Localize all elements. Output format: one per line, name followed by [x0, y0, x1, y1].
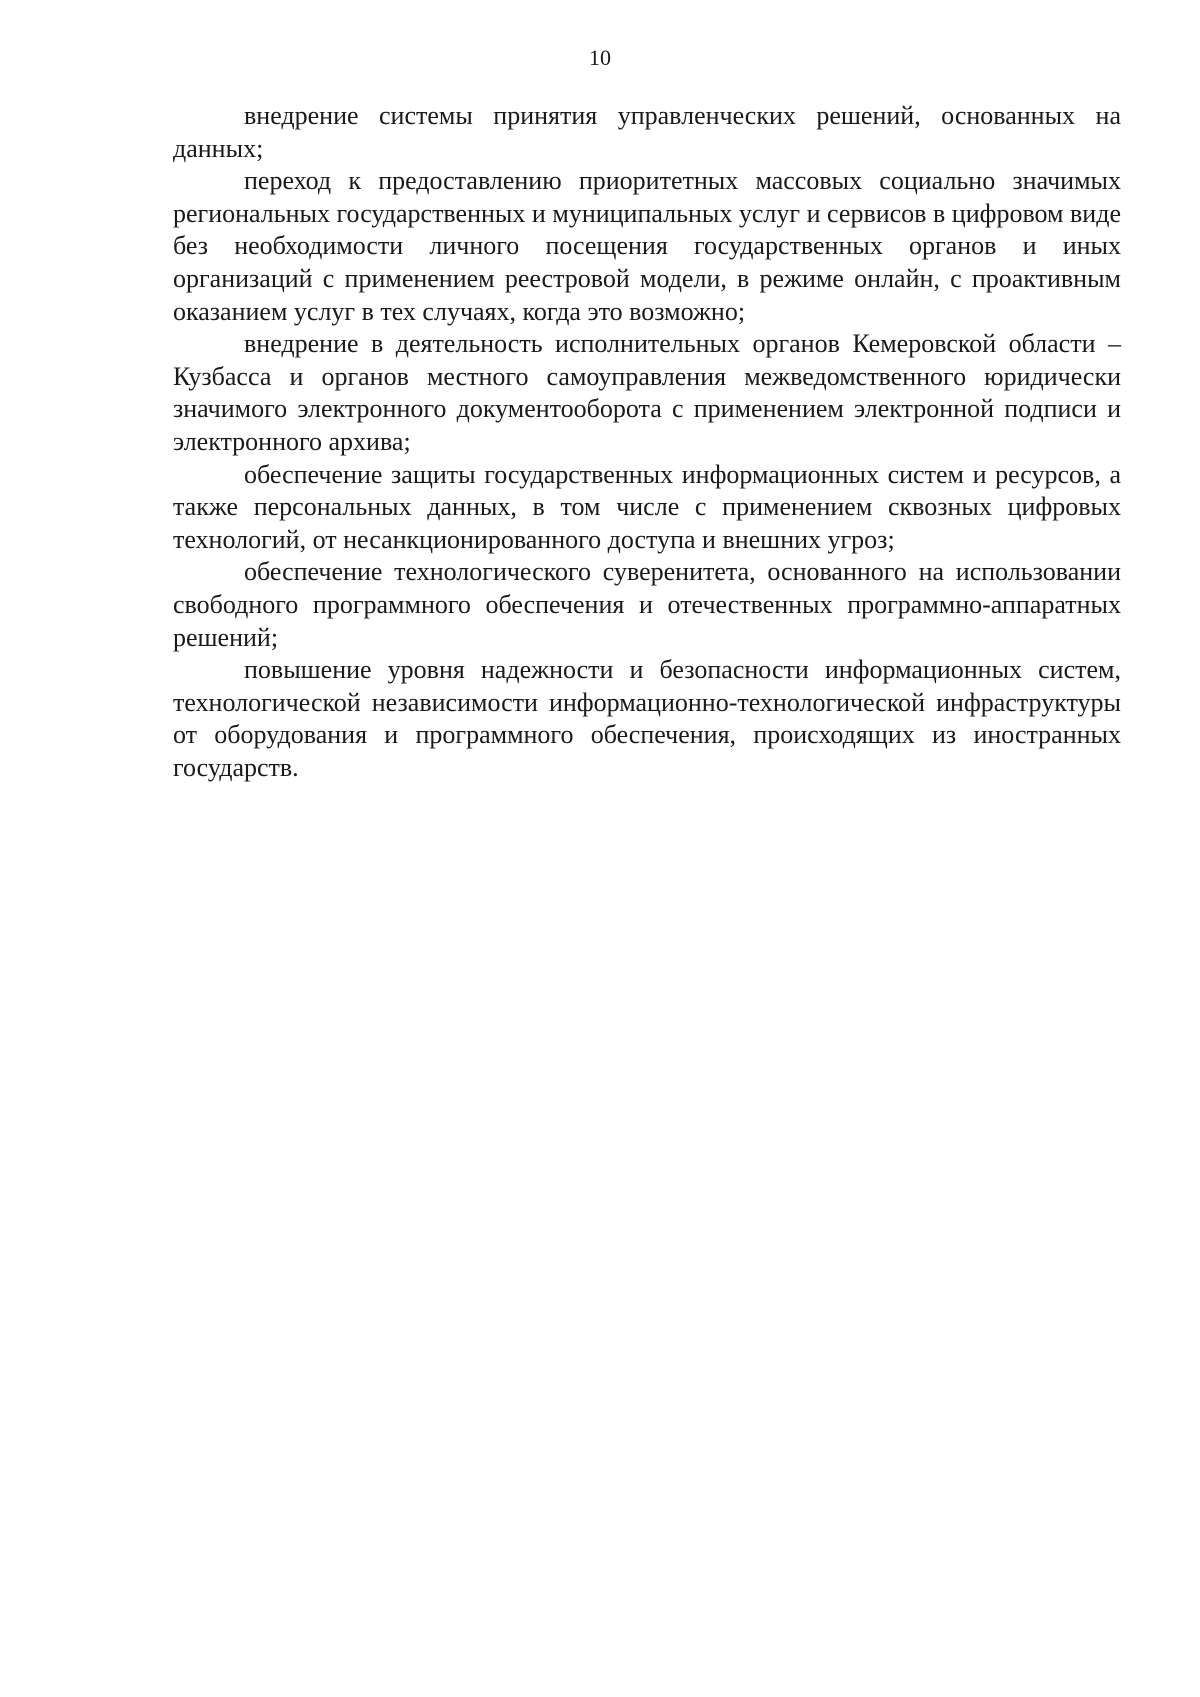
page-number: 10: [589, 45, 611, 70]
paragraph-data-driven-decisions: внедрение системы принятия управленческих решений, основанных на данных;: [173, 101, 1121, 163]
paragraph-electronic-document-flow: внедрение в деятельность исполнительных органов Кемеровской области – Кузбасса и органов местного самоуправления межведомственного юридически значимого электронного документооборота с применением электронной подписи и электронного архива;: [173, 329, 1121, 456]
paragraph-digital-services: переход к предоставлению приоритетных массовых социально значимых региональных государственных и муниципальных услуг и сервисов в цифровом виде без необходимости личного посещения государственных органов и иных организаций с применением реестровой модели, в режиме онлайн, с проактивным оказанием услуг в тех случаях, когда это возможно;: [173, 166, 1121, 326]
paragraph-technological-sovereignty: обеспечение технологического суверенитета, основанного на использовании свободного программного обеспечения и отечественных программно-аппаратных решений;: [173, 557, 1121, 652]
document-body: [173, 100, 1121, 784]
paragraph-information-security: обеспечение защиты государственных информационных систем и ресурсов, а также персональных данных, в том числе с применением сквозных цифровых технологий, от несанкционированного доступа и внешних угроз;: [173, 459, 1121, 554]
paragraph-infrastructure-reliability: повышение уровня надежности и безопасности информационных систем, технологической независимости информационно-технологической инфраструктуры от оборудования и программного обеспечения, происходящих из иностранных государств.: [173, 655, 1121, 782]
